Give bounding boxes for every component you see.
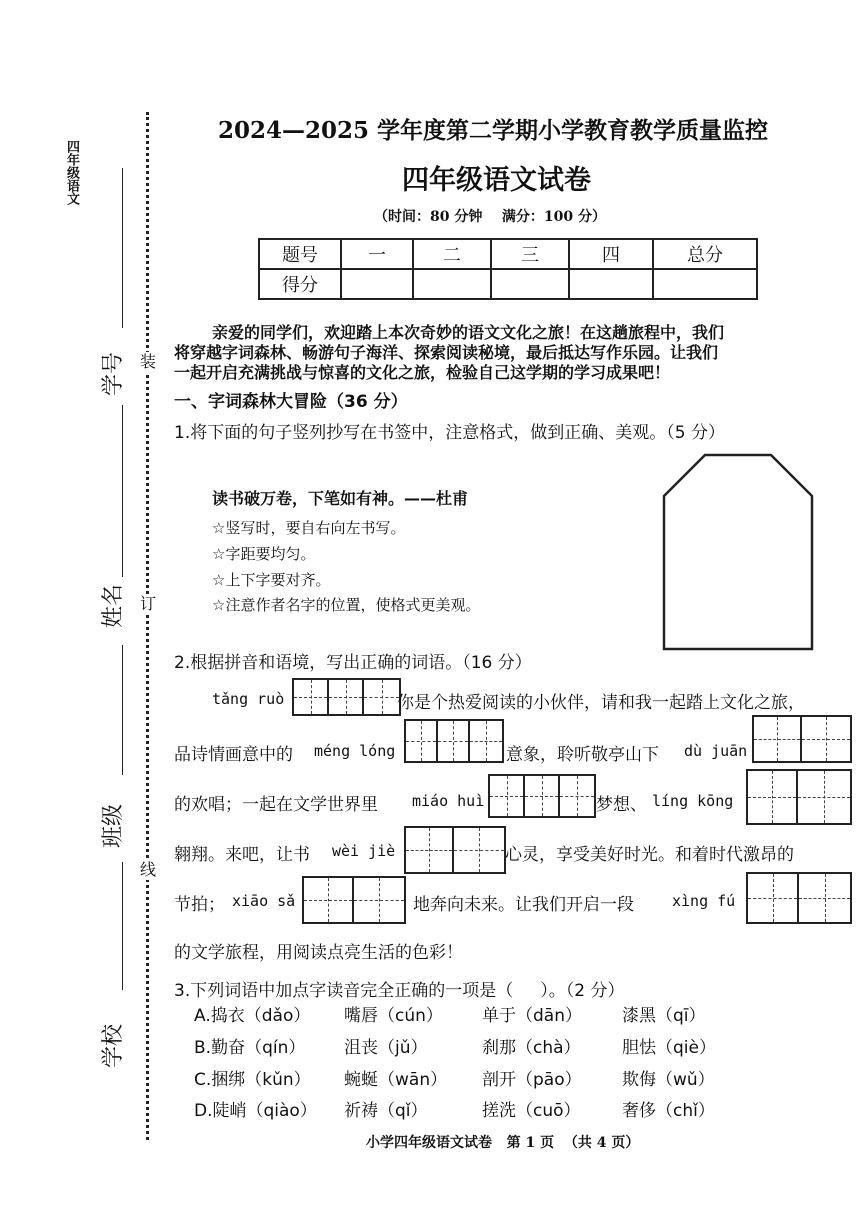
table-cell: 题号 <box>259 239 341 269</box>
label-xuexiao: 学校 <box>101 1023 126 1068</box>
pinyin-weijie: wèi jiè <box>332 842 396 860</box>
side-line-1 <box>122 168 123 328</box>
answer-cell[interactable] <box>754 717 802 761</box>
intro-line-1: 亲爱的同学们，欢迎踏上本次奇妙的语文文化之旅！在这趟旅程中，我们 <box>212 323 725 342</box>
answer-cell[interactable] <box>294 680 329 714</box>
q2-text: 梦想、 <box>596 795 647 815</box>
q3-option[interactable]: C.捆绑（kǔn） <box>194 1070 311 1090</box>
q3-option: 刹那（chà） <box>482 1038 581 1058</box>
mark-zhuang: 装 <box>140 352 157 371</box>
q2-text: 品诗情画意中的 <box>174 745 293 765</box>
table-cell: 总分 <box>653 239 757 269</box>
q2-text: 翱翔。来吧，让书 <box>174 845 310 865</box>
q3-option: 胆怯（qiè） <box>622 1038 716 1058</box>
answer-cell[interactable] <box>525 776 560 816</box>
score-input-cell[interactable] <box>413 269 491 299</box>
table-cell: 四 <box>569 239 653 269</box>
q3-option: 搓洗（cuō） <box>482 1101 581 1121</box>
q3-option[interactable]: D.陡峭（qiào） <box>194 1101 317 1121</box>
answer-cell[interactable] <box>560 776 594 816</box>
q2-prompt: 2.根据拼音和语境，写出正确的词语。（16 分） <box>174 653 532 673</box>
pinyin-miaohui: miáo huì <box>412 792 485 810</box>
q3-option: 单于（dān） <box>482 1006 582 1026</box>
score-table-score-row <box>259 269 757 299</box>
table-cell: 二 <box>413 239 491 269</box>
q3-option: 欺侮（wǔ） <box>622 1070 715 1090</box>
q1-tip: ☆上下字要对齐。 <box>212 571 331 589</box>
q1-prompt: 1.将下面的句子竖列抄写在书签中，注意格式，做到正确、美观。（5 分） <box>174 423 725 443</box>
q1-sentence: 读书破万卷，下笔如有神。——杜甫 <box>212 489 469 508</box>
pinyin-tangruo: tǎng ruò <box>212 690 285 708</box>
answer-cell[interactable] <box>438 721 470 761</box>
score-input-cell[interactable] <box>569 269 653 299</box>
mark-xian: 线 <box>140 860 157 879</box>
pinyin-xiaosa: xiāo sǎ <box>232 892 296 910</box>
answer-cell[interactable] <box>799 874 850 922</box>
score-input-cell[interactable] <box>341 269 413 299</box>
score-input-cell[interactable] <box>491 269 569 299</box>
answer-grid-weijie[interactable] <box>404 826 506 874</box>
q3-option[interactable]: B.勤奋（qín） <box>194 1038 306 1058</box>
pinyin-lingkong: líng kōng <box>652 792 734 810</box>
bookmark-writing-area[interactable] <box>660 452 816 652</box>
side-line-3 <box>122 645 123 775</box>
exam-title: 2024—2025 学年度第二学期小学教育教学质量监控 <box>218 117 769 144</box>
q2-text: 意象，聆听敬亭山下 <box>506 745 659 765</box>
answer-cell[interactable] <box>798 771 850 823</box>
label-xuehao: 学号 <box>101 351 126 396</box>
q2-text: 心灵，享受美好时光。和着时代激昂的 <box>505 845 794 865</box>
q2-text: 的欢唱；一起在文学世界里 <box>174 795 378 815</box>
answer-grid-menglong[interactable] <box>404 719 504 763</box>
exam-meta: （时间：80 分钟 满分：100 分） <box>374 209 606 225</box>
q3-option: 奢侈（chǐ） <box>622 1101 715 1121</box>
page-footer: 小学四年级语文试卷 第 1 页 （共 4 页） <box>366 1135 640 1151</box>
answer-grid-dujuan[interactable] <box>752 715 852 763</box>
section1-title: 一、字词森林大冒险（36 分） <box>174 392 408 412</box>
answer-grid-lingkong[interactable] <box>746 769 852 825</box>
answer-grid-xingfu[interactable] <box>746 872 852 924</box>
answer-cell[interactable] <box>364 680 399 714</box>
q3-option: 剖开（pāo） <box>482 1070 582 1090</box>
q3-prompt: 3.下列词语中加点字读音完全正确的一项是（ ）。（2 分） <box>174 981 625 1001</box>
score-input-cell[interactable] <box>653 269 757 299</box>
q3-option: 蜿蜒（wān） <box>344 1070 448 1090</box>
table-cell: 三 <box>491 239 569 269</box>
pinyin-xingfu: xìng fú <box>672 892 736 910</box>
q2-text: 你是个热爱阅读的小伙伴，请和我一起踏上文化之旅， <box>397 693 805 713</box>
answer-cell[interactable] <box>748 771 798 823</box>
table-cell: 一 <box>341 239 413 269</box>
label-xingming: 姓名 <box>101 583 126 628</box>
answer-grid-xiaosa[interactable] <box>302 876 406 924</box>
intro-line-2: 将穿越字词森林、畅游句子海洋、探索阅读秘境，最后抵达写作乐园。让我们 <box>174 343 719 362</box>
intro-line-3: 一起开启充满挑战与惊喜的文化之旅，检验自己这学期的学习成果吧！ <box>174 363 671 382</box>
answer-cell[interactable] <box>454 828 504 872</box>
score-table-header-row <box>259 239 757 269</box>
answer-grid-miaohui[interactable] <box>488 774 596 818</box>
answer-cell[interactable] <box>406 721 438 761</box>
pinyin-menglong: méng lóng <box>314 742 396 760</box>
answer-cell[interactable] <box>802 717 850 761</box>
q3-option: 祈祷（qǐ） <box>344 1101 428 1121</box>
table-cell: 得分 <box>259 269 341 299</box>
answer-cell[interactable] <box>748 874 799 922</box>
q1-tip: ☆字距要均匀。 <box>212 545 316 563</box>
answer-cell[interactable] <box>354 878 404 922</box>
answer-cell[interactable] <box>490 776 525 816</box>
answer-cell[interactable] <box>406 828 454 872</box>
answer-grid-tangruo[interactable] <box>292 678 401 716</box>
q2-text: 地奔向未来。让我们开启一段 <box>413 895 634 915</box>
pinyin-dujuan: dù juān <box>684 742 748 760</box>
q2-text: 的文学旅程，用阅读点亮生活的色彩！ <box>174 943 463 963</box>
mark-ding: 订 <box>140 594 157 613</box>
answer-cell[interactable] <box>304 878 354 922</box>
label-banji: 班级 <box>101 803 126 848</box>
q3-option: 漆黑（qī） <box>622 1006 706 1026</box>
q3-option[interactable]: A.捣衣（dǎo） <box>194 1006 311 1026</box>
answer-cell[interactable] <box>470 721 502 761</box>
side-line-2 <box>122 405 123 577</box>
exam-subtitle: 四年级语文试卷 <box>402 165 591 196</box>
q1-tip: ☆注意作者名字的位置，使格式更美观。 <box>212 596 481 614</box>
answer-cell[interactable] <box>329 680 364 714</box>
q3-option: 沮丧（jǔ） <box>344 1038 428 1058</box>
score-table <box>258 238 758 300</box>
side-line-4 <box>122 862 123 990</box>
side-top-label: 四年级语文 <box>64 140 79 205</box>
q2-text: 节拍； <box>174 895 225 915</box>
binding-dotted-line <box>146 112 149 1140</box>
q3-option: 嘴唇（cún） <box>344 1006 443 1026</box>
q1-tip: ☆竖写时，要自右向左书写。 <box>212 519 406 537</box>
